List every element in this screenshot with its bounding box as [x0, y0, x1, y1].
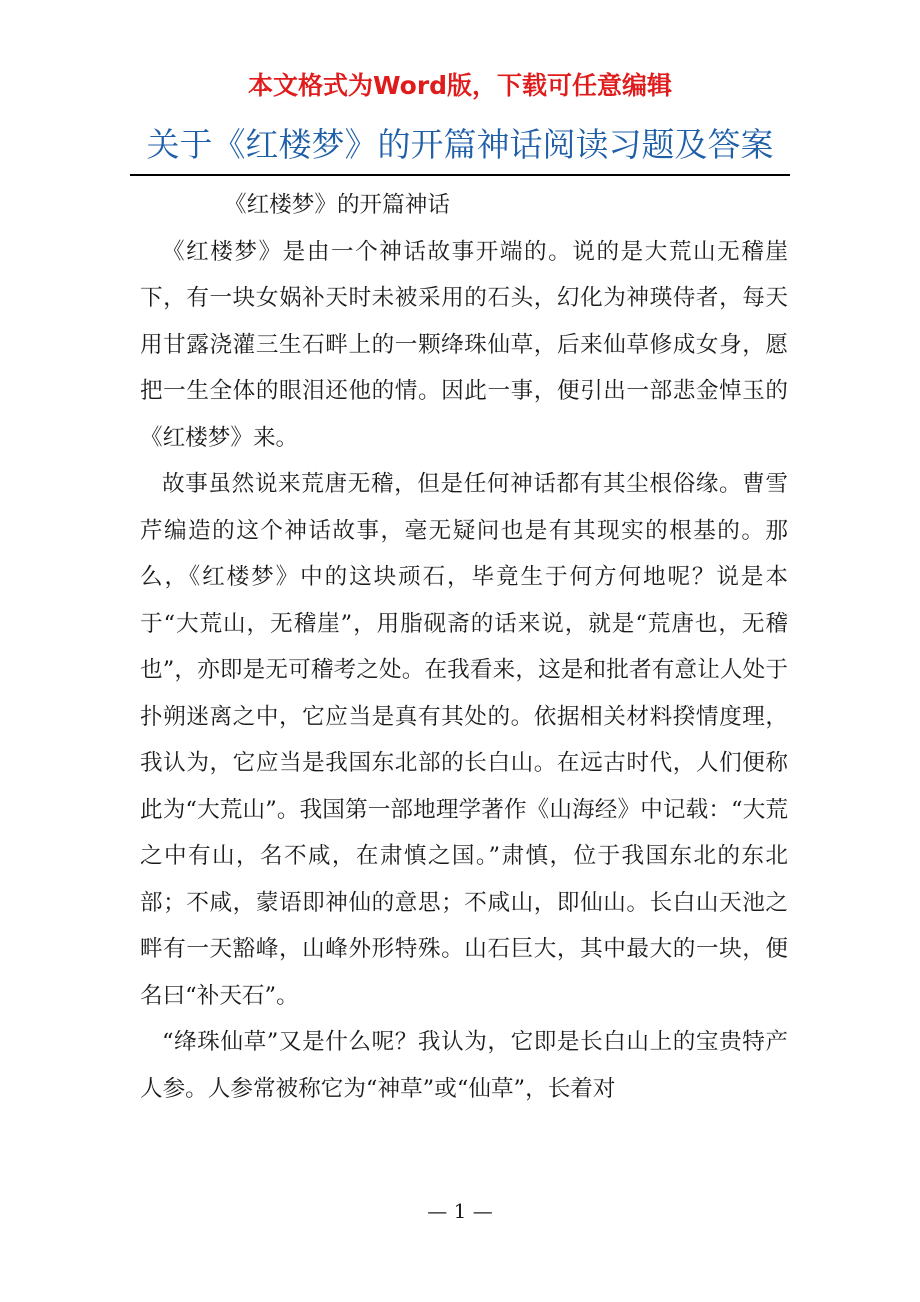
paragraph-2: 故事虽然说来荒唐无稽，但是任何神话都有其尘根俗缘。曹雪芹编造的这个神话故事，毫无疑问也是有其现实的根基的。那么，《红楼梦》中的这块顽石，毕竟生于何方何地呢？说是本于“大荒山，无稽崖”，用脂砚斋的话来说，就是“荒唐也，无稽也”，亦即是无可稽考之处。在我看来，这是和批者有意让人处于扑朔迷离之中，它应当是真有其处的。依据相关材料揆情度理，我认为，它应当是我国东北部的长白山。在远古时代，人们便称此为“大荒山”。我国第一部地理学著作《山海经》中记载：“大荒之中有山，名不咸，在肃慎之国。”肃慎，位于我国东北的东北部；不咸，蒙语即神仙的意思；不咸山，即仙山。长白山天池之畔有一天豁峰，山峰外形特殊。山石巨大，其中最大的一块，便名曰“补天石”。 — [140, 471, 788, 1009]
paragraph-1: 《红楼梦》是由一个神话故事开端的。说的是大荒山无稽崖下，有一块女娲补天时未被采用的石头，幻化为神瑛侍者，每天用甘露浇灌三生石畔上的一颗绛珠仙草，后来仙草修成女身，愿把一生全体的眼泪还他的情。因此一事，便引出一部悲金悼玉的《红楼梦》来。 — [140, 238, 788, 451]
format-notice: 本文格式为Word版，下载可任意编辑 — [247, 71, 673, 100]
paragraph-3: “绛珠仙草”又是什么呢？我认为，它即是长白山上的宝贵特产人参。人参常被称它为“神草”或“仙草”，长着对 — [140, 1029, 788, 1102]
title-divider — [130, 174, 790, 176]
document-title: 关于《红楼梦》的开篇神话阅读习题及答案 — [146, 125, 774, 164]
section-subheading: 《红楼梦》的开篇神话 — [224, 192, 450, 218]
document-body — [140, 182, 788, 1112]
page-number: — 1 — — [427, 1199, 493, 1223]
